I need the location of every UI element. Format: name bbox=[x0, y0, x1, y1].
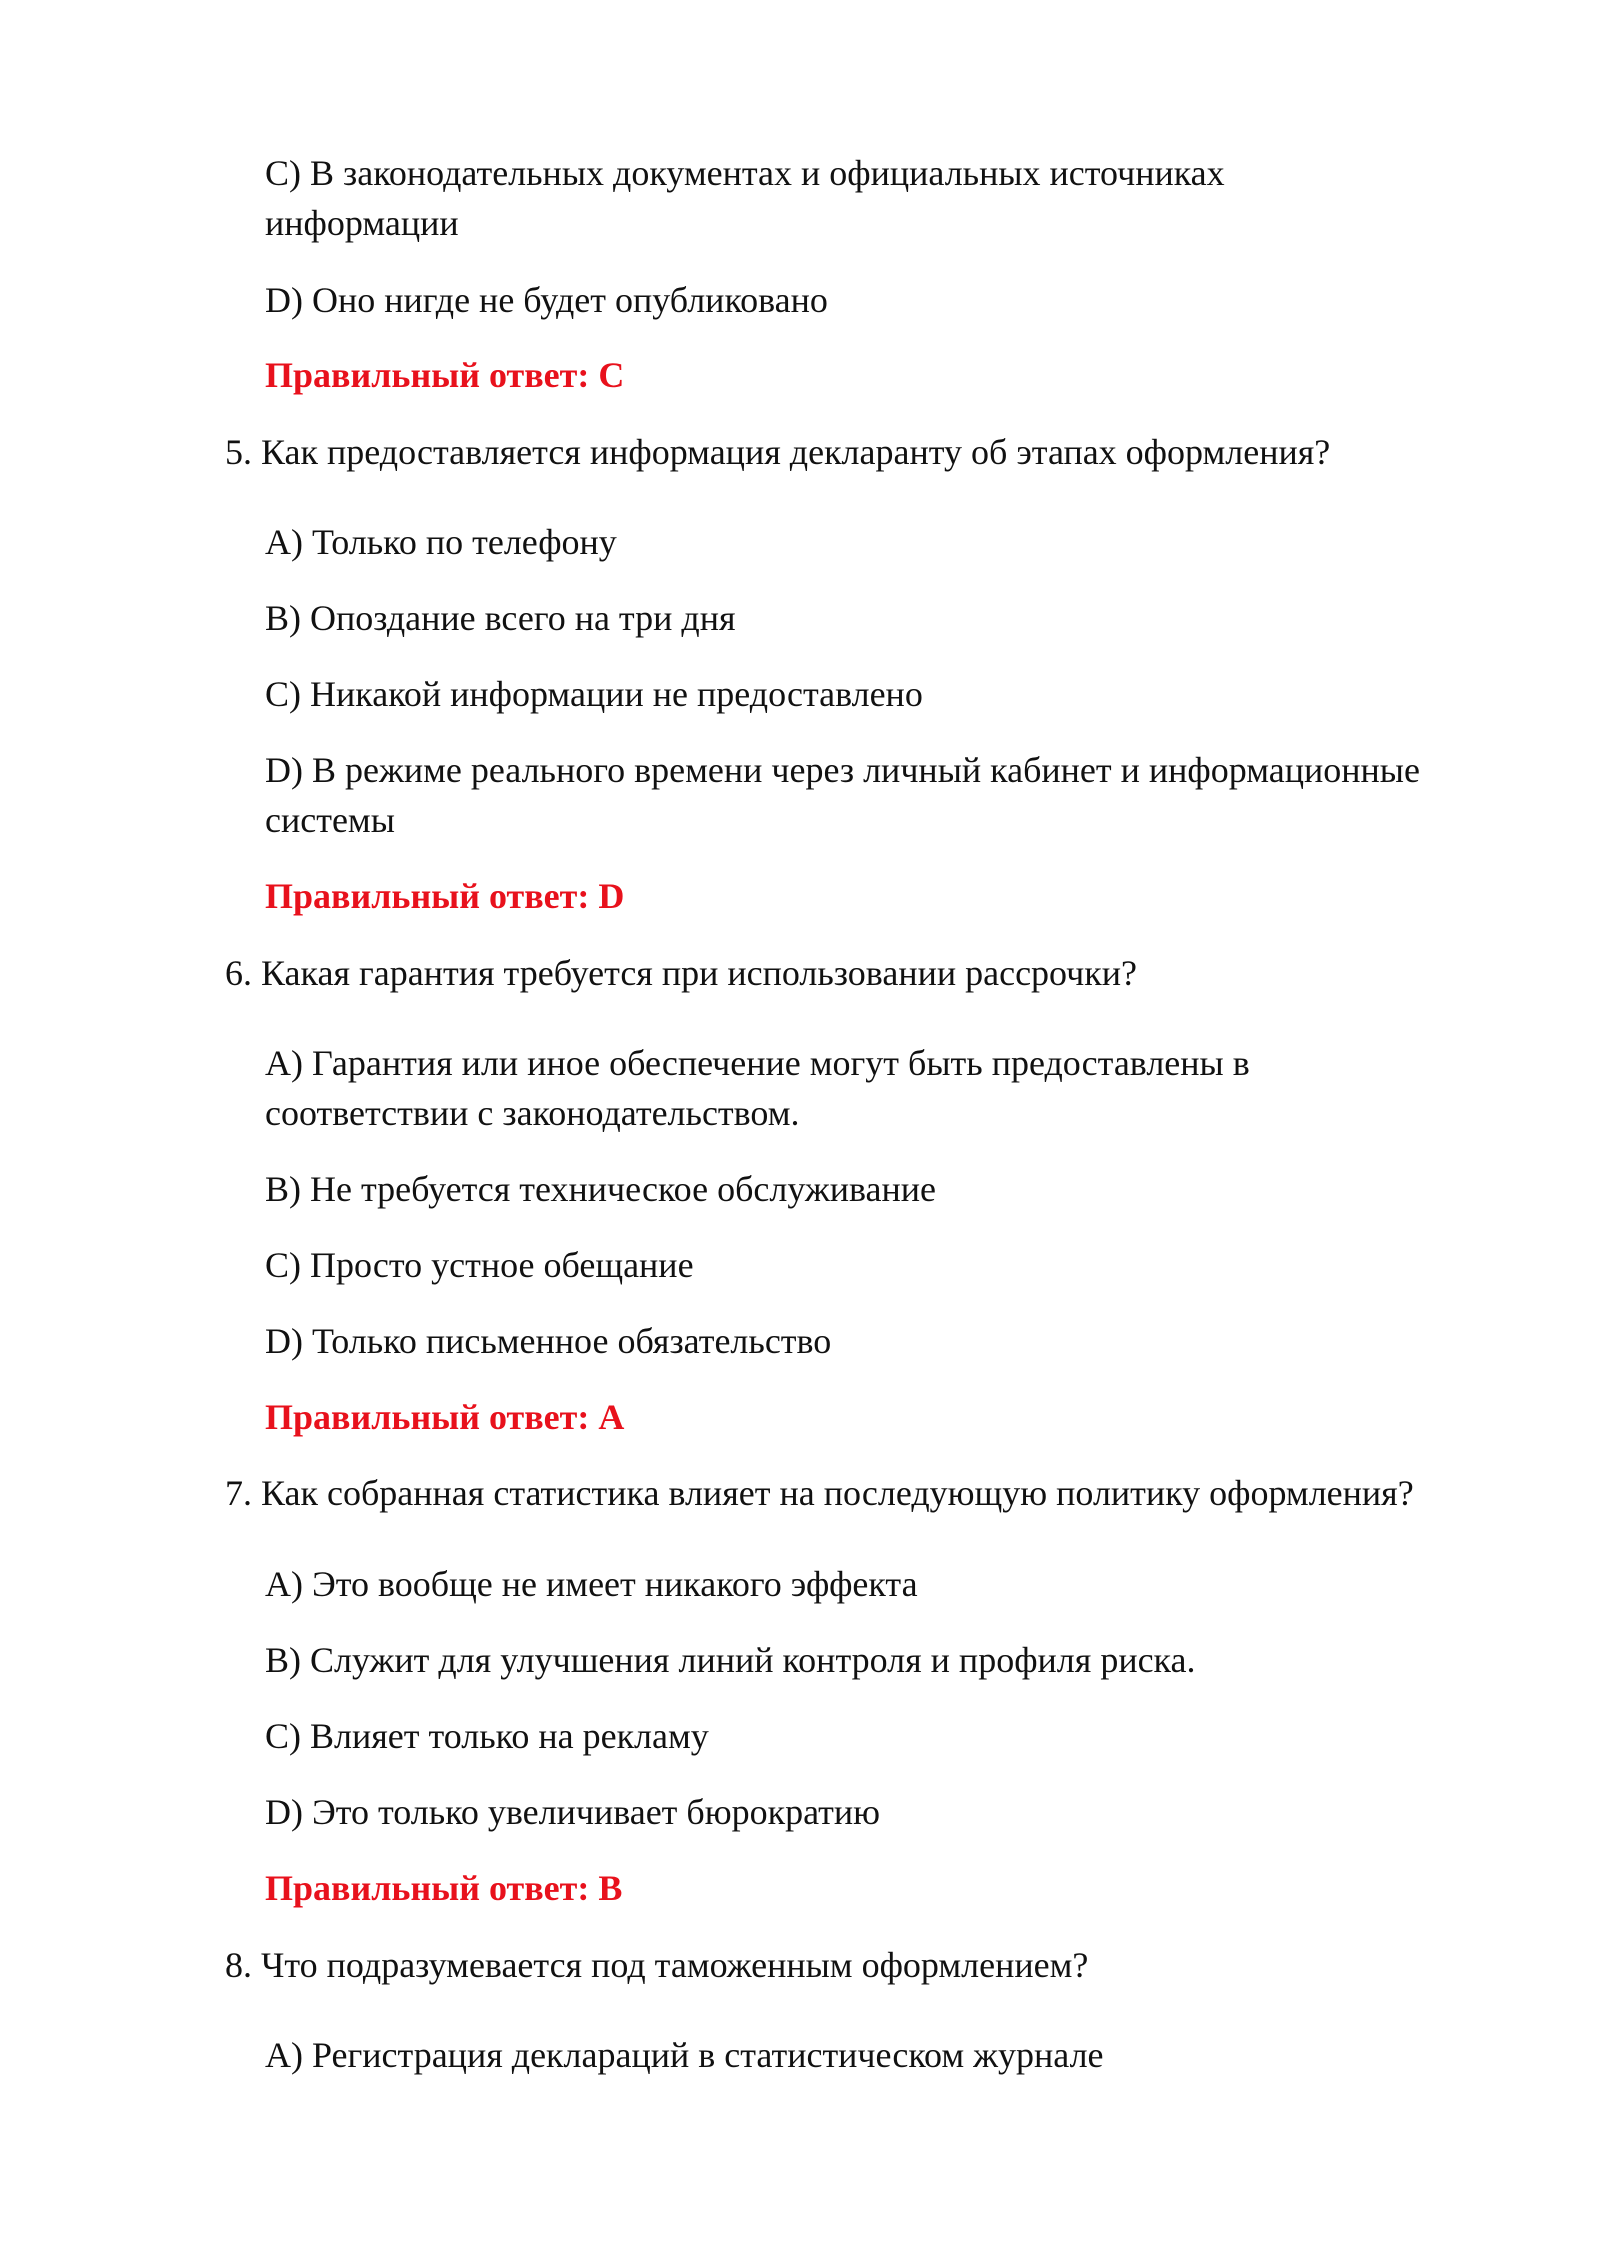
question-5: 5. Как предоставляется информация декларанту об этапах оформления? bbox=[225, 432, 1331, 472]
option-4c-line-2: информации bbox=[265, 203, 459, 243]
option-6b: B) Не требуется техническое обслуживание bbox=[265, 1169, 937, 1209]
correct-answer-5: Правильный ответ: D bbox=[265, 876, 625, 916]
option-6a bbox=[265, 1038, 1495, 1138]
option-5d-line-2: системы bbox=[265, 800, 395, 840]
option-5b: B) Опоздание всего на три дня bbox=[265, 598, 736, 638]
option-6a-line-1: A) Гарантия или иное обеспечение могут быть предоставлены в bbox=[265, 1043, 1250, 1083]
option-4d: D) Оно нигде не будет опубликовано bbox=[265, 280, 828, 320]
option-6a-line-2: соответствии с законодательством. bbox=[265, 1093, 800, 1133]
question-7: 7. Как собранная статистика влияет на последующую политику оформления? bbox=[225, 1473, 1414, 1513]
option-5d bbox=[265, 745, 1495, 845]
question-6: 6. Какая гарантия требуется при использовании рассрочки? bbox=[225, 953, 1137, 993]
option-8a: A) Регистрация деклараций в статистическом журнале bbox=[265, 2035, 1104, 2075]
correct-answer-7: Правильный ответ: B bbox=[265, 1868, 623, 1908]
question-8: 8. Что подразумевается под таможенным оформлением? bbox=[225, 1945, 1089, 1985]
option-7a: A) Это вообще не имеет никакого эффекта bbox=[265, 1564, 918, 1604]
option-7d: D) Это только увеличивает бюрократию bbox=[265, 1792, 881, 1832]
correct-answer-6: Правильный ответ: A bbox=[265, 1397, 625, 1437]
option-4c bbox=[265, 148, 1495, 248]
correct-answer-4: Правильный ответ: C bbox=[265, 355, 625, 395]
option-5d-line-1: D) В режиме реального времени через личный кабинет и информационные bbox=[265, 750, 1420, 790]
option-5a: A) Только по телефону bbox=[265, 522, 617, 562]
option-4c-line-1: C) В законодательных документах и официальных источниках bbox=[265, 153, 1225, 193]
option-6c: C) Просто устное обещание bbox=[265, 1245, 694, 1285]
option-7b: B) Служит для улучшения линий контроля и профиля риска. bbox=[265, 1640, 1196, 1680]
option-5c: C) Никакой информации не предоставлено bbox=[265, 674, 923, 714]
option-6d: D) Только письменное обязательство bbox=[265, 1321, 832, 1361]
option-7c: C) Влияет только на рекламу bbox=[265, 1716, 709, 1756]
